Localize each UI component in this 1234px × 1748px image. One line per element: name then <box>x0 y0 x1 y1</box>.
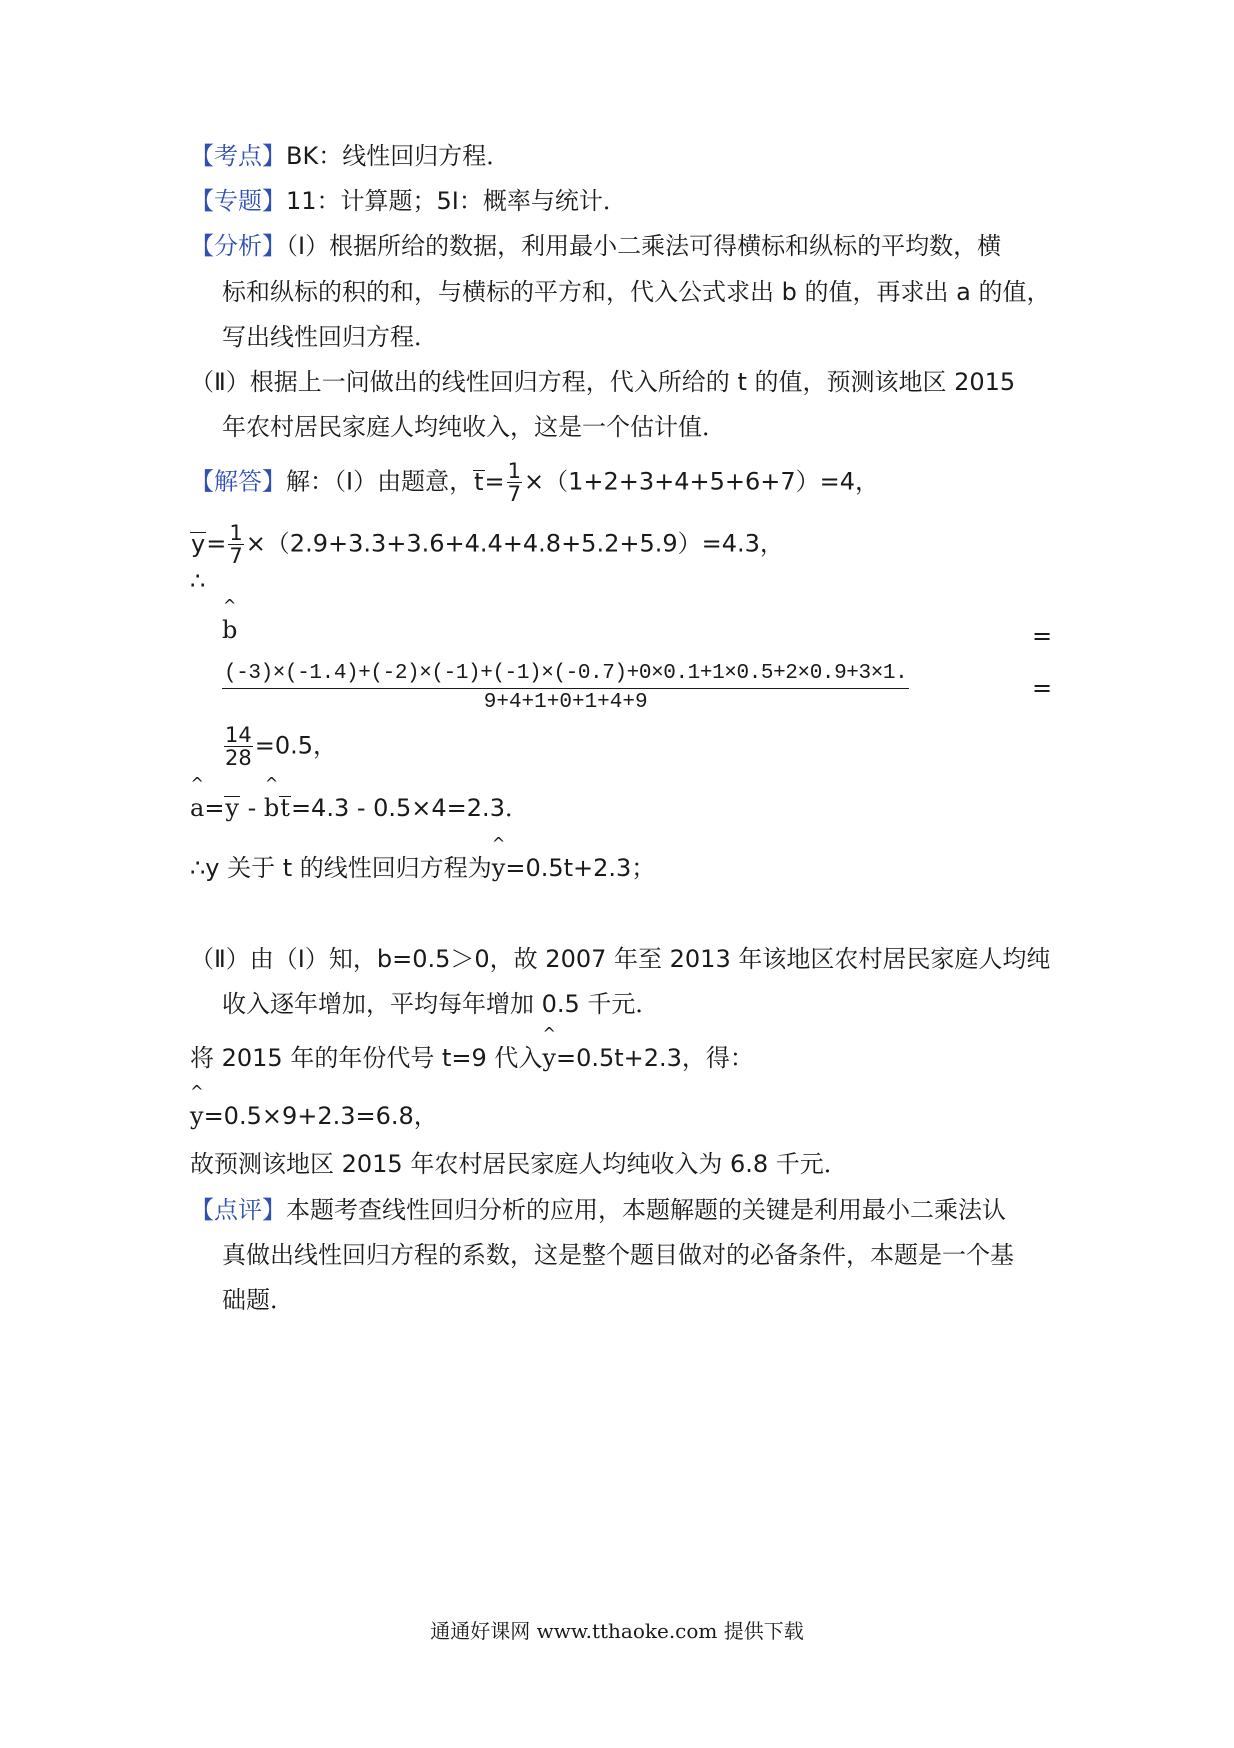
substitute-rest: =0.5t+2.3，得： <box>555 1044 754 1072</box>
conclusion-line: 故预测该地区 2015 年农村居民家庭人均纯收入为 6.8 千元． <box>190 1150 848 1178</box>
fenxi-line-1 <box>190 230 1001 262</box>
a-rest: =4.3 - 0.5×4=2.3． <box>290 794 529 822</box>
b-hat <box>222 596 238 646</box>
b-big-fraction <box>222 660 909 717</box>
equation-pre: ∴y 关于 t 的线性回归方程为 <box>190 854 492 882</box>
part2-line-2: 收入逐年增加，平均每年增加 0.5 千元． <box>222 990 660 1018</box>
dianping-text-1: 本题考查线性回归分析的应用，本题解题的关键是利用最小二乘法认 <box>286 1196 1006 1224</box>
ratio-den: 28 <box>225 746 252 770</box>
page-footer: 通通好课网 www.tthaoke.com 提供下载 <box>430 1619 804 1643</box>
b-equals: = <box>1032 622 1053 650</box>
equation-rest: =0.5t+2.3； <box>505 854 656 882</box>
b-equals-2: = <box>1032 674 1053 702</box>
a-b-hat <box>263 774 280 824</box>
fenxi-text-1: （Ⅰ）根据所给的数据，利用最小二乘法可得横标和纵标的平均数，横 <box>286 232 1002 260</box>
jieda-intro: 解：（Ⅰ）由题意， <box>286 467 474 496</box>
equation-y-letter: y <box>491 854 506 882</box>
a-t-bar: t <box>280 794 290 822</box>
substitute-line <box>190 1024 754 1074</box>
ratio-num: 14 <box>225 723 252 747</box>
equation-y-hat-cap: ^ <box>491 834 506 853</box>
t-fraction-num: 1 <box>507 459 521 483</box>
a-hat-cap: ^ <box>190 774 204 793</box>
b-hat-cap: ^ <box>222 596 237 615</box>
a-line <box>190 774 529 824</box>
y-rest: ×（2.9+3.3+3.6+4.4+4.8+5.2+5.9）=4.3， <box>245 529 784 558</box>
a-hat-letter: a <box>190 794 205 822</box>
jieda-line-1: 【解答】解：（Ⅰ）由题意，t= $\frac{1}{7}$ ×（1+2+3+4+5+6+7）=4， <box>190 459 880 506</box>
t-bar: t <box>474 467 484 496</box>
t-fraction <box>507 460 522 505</box>
fenxi-line-3: 写出线性回归方程． <box>222 323 438 351</box>
b-big-fraction-num: (-3)×(-1.4)+(-2)×(-1)+(-1)×(-0.7)+0×0.1+1×0.5+2×0.9+3×1. <box>224 662 908 685</box>
fenxi-tag: 【分析】 <box>190 232 286 260</box>
equation-y-hat <box>491 834 506 884</box>
ratio-line <box>222 724 337 769</box>
ratio-rest: =0.5， <box>254 731 338 760</box>
substitute-y-hat <box>542 1024 556 1074</box>
y-fraction-den: 7 <box>229 544 243 568</box>
dianping-line-3: 础题． <box>222 1286 294 1314</box>
ratio-fraction <box>224 724 253 769</box>
result-y-letter: y <box>190 1102 204 1130</box>
y-bar: y <box>191 529 206 558</box>
a-b-hat-cap: ^ <box>264 774 279 793</box>
substitute-y-hat-cap: ^ <box>542 1024 556 1043</box>
kaodian-line <box>190 140 510 172</box>
zhuanti-line <box>190 185 627 217</box>
b-big-fraction-den: 9+4+1+0+1+4+9 <box>222 688 909 717</box>
result-y-hat-cap: ^ <box>190 1082 204 1101</box>
a-b-hat-letter: b <box>263 794 280 822</box>
dianping-line-1 <box>190 1194 1006 1226</box>
b-hat-line <box>222 596 238 646</box>
fenxi-line-2: 标和纵标的积的和，与横标的平方和，代入公式求出 b 的值，再求出 a 的值， <box>222 278 1051 306</box>
a-minus: - <box>239 794 264 822</box>
result-y-hat <box>190 1082 204 1132</box>
a-hat <box>190 774 205 824</box>
equation-line <box>190 834 656 884</box>
dianping-line-2: 真做出线性回归方程的系数，这是整个题目做对的必备条件，本题是一个基 <box>222 1241 1014 1269</box>
fenxi-line-5: 年农村居民家庭人均纯收入，这是一个估计值． <box>222 413 726 441</box>
jieda-tag: 【解答】 <box>190 467 286 496</box>
kaodian-tag: 【考点】 <box>190 142 286 170</box>
substitute-y-letter: y <box>542 1044 556 1072</box>
a-eq: = <box>204 794 225 822</box>
y-fraction <box>228 522 243 567</box>
b-hat-letter: b <box>222 616 238 644</box>
jieda-line-2: y= $\frac{1}{7}$ ×（2.9+3.3+3.6+4.4+4.8+5.2+5.9）=4.3， <box>191 521 784 568</box>
substitute-pre: 将 2015 年的年份代号 t=9 代入 <box>190 1044 543 1072</box>
zhuanti-text: 11：计算题；5I：概率与统计． <box>286 187 627 215</box>
t-fraction-den: 7 <box>507 482 521 506</box>
result-line <box>190 1082 438 1132</box>
zhuanti-tag: 【专题】 <box>190 187 286 215</box>
t-rest: ×（1+2+3+4+5+6+7）=4， <box>523 467 880 496</box>
y-fraction-num: 1 <box>229 521 243 545</box>
a-y-bar: y <box>225 794 239 822</box>
fenxi-line-4: （Ⅱ）根据上一问做出的线性回归方程，代入所给的 t 的值，预测该地区 2015 <box>190 368 1016 396</box>
part2-line-1: （Ⅱ）由（Ⅰ）知，b=0.5＞0，故 2007 年至 2013 年该地区农村居民家庭人均纯 <box>190 945 1051 973</box>
result-rest: =0.5×9+2.3=6.8， <box>203 1102 438 1130</box>
therefore-symbol: ∴ <box>190 567 206 595</box>
dianping-tag: 【点评】 <box>190 1196 286 1224</box>
kaodian-text: BK：线性回归方程． <box>286 142 511 170</box>
